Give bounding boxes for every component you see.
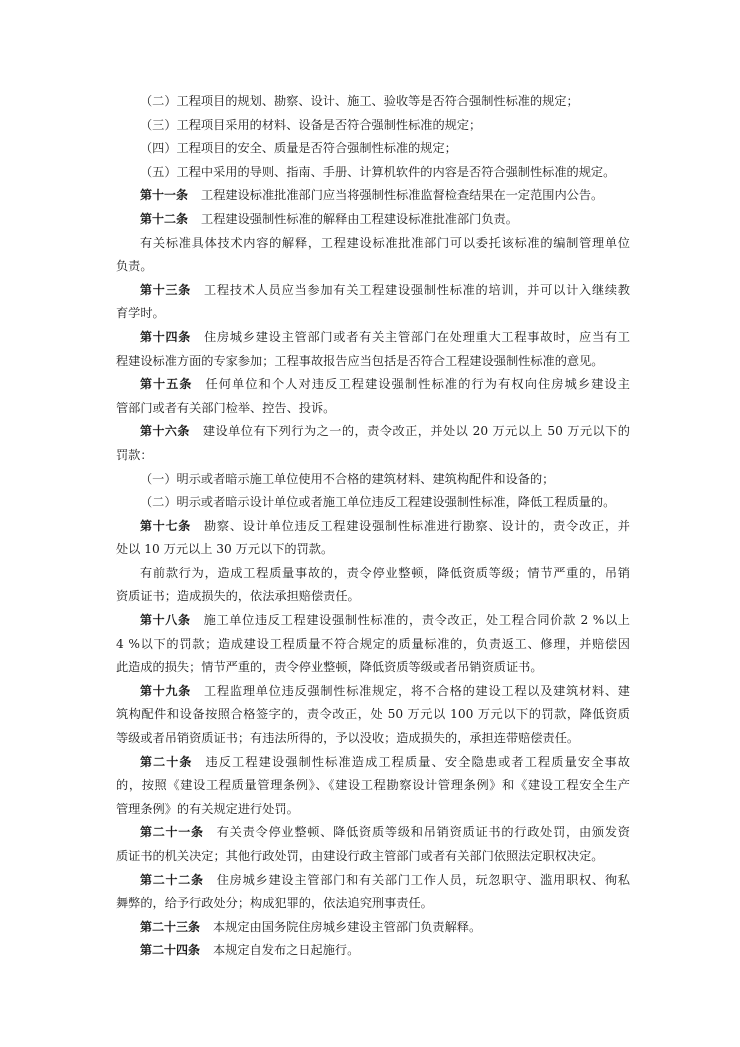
article (116, 939, 630, 963)
text-line (116, 562, 630, 586)
text-line (116, 255, 630, 279)
text-line (116, 350, 630, 374)
article (116, 751, 630, 822)
article-text: 管理条例》的有关规定进行处罚。 (116, 801, 299, 816)
list-item: （四）工程项目的安全、质量是否符合强制性标准的规定； (140, 141, 457, 156)
paragraph (116, 562, 630, 609)
text-line (116, 420, 630, 444)
text-line (116, 798, 630, 822)
article-label: 第二十条 (140, 754, 193, 769)
article-text: 工程技术人员应当参加有关工程建设强制性标准的培训，并可以计入继续教 (203, 282, 630, 297)
article-text: 筑构配件和设备按照合格签字的，责令改正，处 50 万元以 100 万元以下的罚款，降低资质 (116, 707, 630, 722)
article-text: 工程建设标准批准部门应当将强制性标准监督检查结果在一定范围内公告。 (201, 188, 604, 203)
text-line (116, 656, 630, 680)
article-text: 的，按照《建设工程质量管理条例》、《建设工程勘察设计管理条例》和《建设工程安全生产 (116, 778, 630, 793)
article-text: 勘察、设计单位违反工程建设强制性标准进行勘察、设计的，责令改正，并 (203, 518, 630, 533)
article-text: 等级或者吊销资质证书；有违法所得的，予以没收；造成损失的，承担连带赔偿责任。 (116, 731, 580, 746)
article-text: 舞弊的，给予行政处分；构成犯罪的，依法追究刑事责任。 (116, 896, 433, 911)
text-line (116, 680, 630, 704)
article-label: 第十三条 (140, 282, 191, 297)
article-text: 有前款行为，造成工程质量事故的，责令停业整顿，降低资质等级；情节严重的，吊销 (140, 565, 630, 580)
article (116, 326, 630, 373)
article-label: 第二十二条 (140, 872, 204, 887)
article-text: 建设单位有下列行为之一的，责令改正，并处以 20 万元以上 50 万元以下的 (202, 424, 630, 439)
text-line (116, 892, 630, 916)
text-line (116, 774, 630, 798)
article (116, 279, 630, 326)
article (116, 515, 630, 562)
article (116, 869, 630, 916)
article (116, 373, 630, 420)
article-text: （二）明示或者暗示设计单位或者施工单位违反工程建设强制性标准，降低工程质量的。 (140, 495, 616, 510)
article (116, 184, 630, 208)
article-label: 第十四条 (140, 329, 191, 344)
article-label: 第十八条 (140, 613, 191, 628)
article-text: 本规定由国务院住房城乡建设主管部门负责解释。 (213, 919, 482, 934)
text-line (116, 821, 630, 845)
article-text: 此造成的损失；情节严重的，责令停业整顿，降低资质等级或者吊销资质证书。 (116, 660, 543, 675)
article-text: 程建设标准方面的专家参加；工程事故报告应当包括是否符合工程建设强制性标准的意见。 (116, 353, 604, 368)
article-label: 第二十一条 (140, 825, 204, 840)
article (116, 680, 630, 751)
article-label: 第十六条 (140, 424, 190, 439)
article-text: 违反工程建设强制性标准造成工程质量、安全隐患或者工程质量安全事故 (205, 754, 630, 769)
text-line (116, 916, 630, 940)
article-text: 有关标准具体技术内容的解释，工程建设标准批准部门可以委托该标准的编制管理单位 (140, 235, 630, 250)
article-text: 工程监理单位违反强制性标准规定，将不合格的建设工程以及建筑材料、建 (203, 683, 630, 698)
article-label: 第十九条 (140, 683, 191, 698)
article (116, 609, 630, 680)
text-line (116, 869, 630, 893)
text-line (116, 609, 630, 633)
article-text: 施工单位违反工程建设强制性标准的，责令改正，处工程合同价款 2 %以上 (203, 613, 630, 628)
list-item: （三）工程项目采用的材料、设备是否符合强制性标准的规定； (140, 117, 482, 132)
paragraph (116, 491, 630, 515)
article-text: 本规定自发布之日起施行。 (213, 943, 360, 958)
list-item: （二）工程项目的规划、勘察、设计、施工、验收等是否符合强制性标准的规定； (140, 94, 579, 108)
article-text: 住房城乡建设主管部门或者有关主管部门在处理重大工程事故时，应当有工 (203, 329, 630, 344)
article-text: 有关责令停业整顿、降低资质等级和吊销资质证书的行政处罚，由颁发资 (216, 825, 630, 840)
text-line (116, 751, 630, 775)
document-page (116, 90, 630, 963)
article-text: （一）明示或者暗示施工单位使用不合格的建筑材料、建筑构配件和设备的； (140, 471, 555, 486)
text-line (116, 326, 630, 350)
text-line (116, 184, 630, 208)
text-line (116, 491, 630, 515)
text-line (116, 633, 630, 657)
article-label: 第十二条 (140, 211, 189, 226)
text-line (116, 232, 630, 256)
text-line (116, 208, 630, 232)
list-item: （五）工程中采用的导则、指南、手册、计算机软件的内容是否符合强制性标准的规定。 (140, 164, 616, 179)
paragraph (116, 468, 630, 492)
text-line (116, 538, 630, 562)
text-line (116, 727, 630, 751)
text-line (116, 703, 630, 727)
article-text: 质证书的机关决定；其他行政处罚，由建设行政主管部门或者有关部门依照法定职权决定。 (116, 849, 604, 863)
text-line (116, 373, 630, 397)
article-label: 第二十四条 (140, 943, 201, 958)
article (116, 916, 630, 940)
article-label: 第十五条 (140, 377, 193, 392)
text-line (116, 515, 630, 539)
text-line (116, 302, 630, 326)
article-label: 第二十三条 (140, 919, 201, 934)
article (116, 208, 630, 232)
text-line (116, 845, 630, 869)
article (116, 821, 630, 868)
article (116, 420, 630, 467)
text-line (116, 585, 630, 609)
article-text: 处以 10 万元以上 30 万元以下的罚款。 (116, 542, 334, 557)
text-line (116, 468, 630, 492)
paragraph (116, 232, 630, 279)
article-text: 资质证书；造成损失的，依法承担赔偿责任。 (116, 589, 360, 604)
document-body (116, 90, 630, 963)
article-label: 第十七条 (140, 518, 191, 533)
text-line (116, 939, 630, 963)
article-text: 罚款： (116, 447, 153, 462)
article-text: 住房城乡建设主管部门和有关部门工作人员，玩忽职守、滥用职权、徇私 (216, 872, 630, 887)
article-text: 任何单位和个人对违反工程建设强制性标准的行为有权向住房城乡建设主 (205, 377, 630, 392)
article-text: 工程建设强制性标准的解释由工程建设标准批准部门负责。 (201, 211, 518, 226)
article-label: 第十一条 (140, 188, 189, 203)
article-text: 负责。 (116, 259, 153, 274)
text-line (116, 397, 630, 421)
article-text: 4 %以下的罚款；造成建设工程质量不符合规定的质量标准的，负责返工、修理，并赔偿因 (116, 636, 630, 651)
text-line (116, 444, 630, 468)
article-text: 育学时。 (116, 306, 165, 321)
text-line (116, 279, 630, 303)
article-text: 管部门或者有关部门检举、控告、投诉。 (116, 400, 336, 415)
